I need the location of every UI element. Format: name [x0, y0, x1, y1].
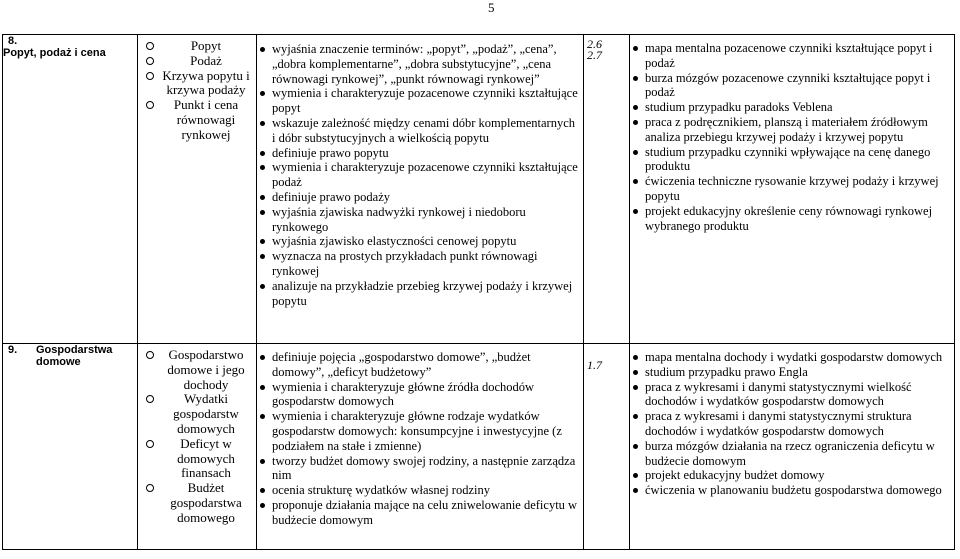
topic-list: [138, 39, 256, 143]
bullet-icon: [260, 355, 265, 360]
methods-cell: [630, 344, 955, 550]
reference-list: [584, 35, 629, 61]
bullet-icon: [260, 47, 265, 52]
section-number: 8.: [8, 35, 18, 47]
section-cell: [3, 35, 138, 344]
methods-list: [630, 350, 954, 498]
list-item: Deficyt w domowych finansach: [138, 437, 256, 481]
list-item: Podaż: [138, 54, 256, 69]
methods-cell: [630, 35, 955, 344]
list-item: wyznacza na prostych przykładach punkt równowagi rynkowej: [257, 249, 583, 279]
bullet-icon: [633, 414, 638, 419]
list-item: praca z wykresami i danymi statystycznymi struktura dochodów i wydatków gospodarstw domowych: [630, 409, 954, 439]
bullet-icon: [260, 239, 265, 244]
list-item: definiuje prawo popytu: [257, 146, 583, 161]
bullet-icon: [633, 76, 638, 81]
list-item: mapa mentalna dochody i wydatki gospodarstw domowych: [630, 350, 954, 365]
list-item: praca z wykresami i danymi statystycznymi wielkość dochodów i wydatków gospodarstw domowych: [630, 380, 954, 410]
bullet-icon: [633, 370, 638, 375]
list-item: ćwiczenia w planowaniu budżetu gospodarstwa domowego: [630, 483, 954, 498]
list-item: projekt edukacyjny budżet domowy: [630, 468, 954, 483]
bullet-icon: [260, 210, 265, 215]
list-item: wyjaśnia zjawiska nadwyżki rynkowej i niedoboru rynkowego: [257, 205, 583, 235]
circle-bullet-icon: [146, 72, 154, 80]
list-item: tworzy budżet domowy swojej rodziny, a następnie zarządza nim: [257, 454, 583, 484]
list-item: wyjaśnia znaczenie terminów: „popyt”, „podaż”, „cena”, „dobra komplementarne”, „dobra substytucyjne”, „cena równowagi rynkowej”, „punkt równowagi rynkowej”: [257, 42, 583, 86]
list-item: ćwiczenia techniczne rysowanie krzywej podaży i krzywej popytu: [630, 174, 954, 204]
circle-bullet-icon: [146, 57, 154, 65]
reference-code: 2.7: [587, 48, 602, 62]
bullet-icon: [260, 121, 265, 126]
list-item: wymienia i charakteryzuje główne źródła dochodów gospodarstw domowych: [257, 380, 583, 410]
section-title: Popyt, podaż i cena: [3, 47, 106, 59]
bullet-icon: [633, 385, 638, 390]
requirements-cell: [257, 344, 584, 550]
bullet-icon: [633, 355, 638, 360]
list-item: praca z podręcznikiem, planszą i materiałem źródłowym analiza przebiegu krzywej podaży i krzywej popytu: [630, 115, 954, 145]
circle-bullet-icon: [146, 351, 154, 359]
list-item: projekt edukacyjny określenie ceny równowagi rynkowej wybranego produktu: [630, 204, 954, 234]
bullet-icon: [633, 488, 638, 493]
reference-list: [584, 344, 629, 371]
list-item: definiuje pojęcia „gospodarstwo domowe”, „budżet domowy”, „deficyt budżetowy”: [257, 350, 583, 380]
list-item: wymienia i charakteryzuje pozacenowe czynniki kształtujące popyt: [257, 86, 583, 116]
bullet-icon: [633, 444, 638, 449]
bullet-icon: [260, 385, 265, 390]
bullet-icon: [633, 473, 638, 478]
bullet-icon: [260, 503, 265, 508]
curriculum-table: [2, 34, 955, 550]
list-item: Punkt i cena równowagi rynkowej: [138, 98, 256, 142]
circle-bullet-icon: [146, 440, 154, 448]
list-item: studium przypadku prawo Engla: [630, 365, 954, 380]
bullet-icon: [633, 120, 638, 125]
references-cell: [584, 35, 630, 344]
circle-bullet-icon: [146, 484, 154, 492]
bullet-icon: [260, 165, 265, 170]
list-item: analizuje na przykładzie przebieg krzywej podaży i krzywej popytu: [257, 279, 583, 309]
circle-bullet-icon: [146, 395, 154, 403]
list-item: studium przypadku paradoks Veblena: [630, 100, 954, 115]
bullet-icon: [260, 414, 265, 419]
page-number: 5: [488, 0, 495, 15]
bullet-icon: [260, 284, 265, 289]
list-item: wyjaśnia zjawisko elastyczności cenowej popytu: [257, 234, 583, 249]
list-item: Gospodarstwo domowe i jego dochody: [138, 348, 256, 392]
list-item: burza mózgów pozacenowe czynniki kształtujące popyt i podaż: [630, 71, 954, 101]
bullet-icon: [633, 46, 638, 51]
requirements-list: [257, 42, 583, 308]
table-row: [3, 35, 955, 344]
section-title: Gospodarstwa domowe: [36, 344, 113, 368]
list-item: Popyt: [138, 39, 256, 54]
bullet-icon: [633, 105, 638, 110]
reference-code: 1.7: [587, 358, 602, 372]
circle-bullet-icon: [146, 42, 154, 50]
list-item: ocenia strukturę wydatków własnej rodziny: [257, 483, 583, 498]
bullet-icon: [260, 488, 265, 493]
section-cell: [3, 344, 138, 550]
topic-list: [138, 348, 256, 526]
circle-bullet-icon: [146, 101, 154, 109]
list-item: mapa mentalna pozacenowe czynniki kształtujące popyt i podaż: [630, 41, 954, 71]
list-item: wskazuje zależność między cenami dóbr komplementarnych i dóbr substytucyjnych a wielkością popytu: [257, 116, 583, 146]
list-item: studium przypadku czynniki wpływające na cenę danego produktu: [630, 145, 954, 175]
list-item: burza mózgów działania na rzecz ograniczenia deficytu w budżecie domowym: [630, 439, 954, 469]
bullet-icon: [633, 150, 638, 155]
bullet-icon: [633, 179, 638, 184]
list-item: proponuje działania mające na celu zniwelowanie deficytu w budżecie domowym: [257, 498, 583, 528]
methods-list: [630, 41, 954, 233]
list-item: Krzywa popytu i krzywa podaży: [138, 69, 256, 99]
bullet-icon: [260, 151, 265, 156]
reference-code: 2.6: [587, 37, 602, 51]
references-cell: [584, 344, 630, 550]
bullet-icon: [260, 195, 265, 200]
bullet-icon: [633, 209, 638, 214]
list-item: wymienia i charakteryzuje główne rodzaje wydatków gospodarstw domowych: konsumpcyjne i inwestycyjne (z podziałem na stałe i zmienne): [257, 409, 583, 453]
list-item: definiuje prawo podaży: [257, 190, 583, 205]
section-number: 9.: [8, 344, 18, 356]
list-item: wymienia i charakteryzuje pozacenowe czynniki kształtujące podaż: [257, 160, 583, 190]
list-item: Wydatki gospodarstw domowych: [138, 392, 256, 436]
requirements-cell: [257, 35, 584, 344]
bullet-icon: [260, 91, 265, 96]
table-row: [3, 344, 955, 550]
bullet-icon: [260, 459, 265, 464]
requirements-list: [257, 350, 583, 528]
topics-cell: [138, 35, 257, 344]
bullet-icon: [260, 254, 265, 259]
list-item: Budżet gospodarstwa domowego: [138, 481, 256, 525]
topics-cell: [138, 344, 257, 550]
